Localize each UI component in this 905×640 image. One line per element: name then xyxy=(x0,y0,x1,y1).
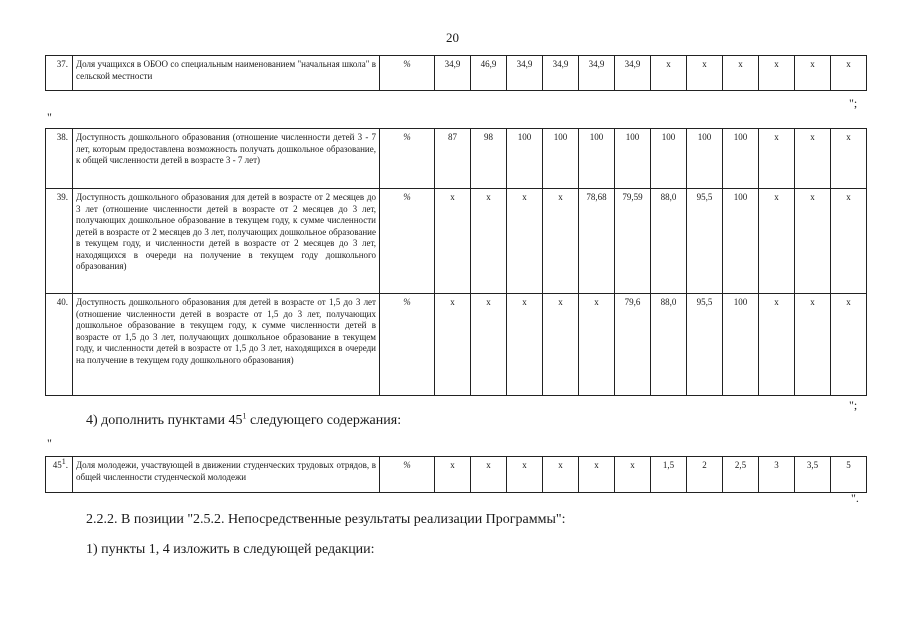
value-cell: 1,5 xyxy=(651,457,687,493)
table-row xyxy=(46,189,867,294)
value-cell: 79,59 xyxy=(615,189,651,294)
value-cell: 100 xyxy=(543,129,579,189)
value-cell: x xyxy=(723,56,759,91)
value-cell: x xyxy=(435,189,471,294)
indicator-table-38-40 xyxy=(45,128,867,396)
value-cell: 100 xyxy=(651,129,687,189)
indicator-table-45-1 xyxy=(45,456,867,493)
table-row xyxy=(46,56,867,91)
closing-quote: "; xyxy=(849,96,858,110)
value-cell: 34,9 xyxy=(543,56,579,91)
value-cell: 100 xyxy=(723,129,759,189)
unit-cell: % xyxy=(380,129,435,189)
opening-quote: " xyxy=(47,436,52,450)
indicator-table-37 xyxy=(45,55,867,91)
value-cell: 100 xyxy=(687,129,723,189)
value-cell: x xyxy=(831,56,867,91)
value-cell: 3,5 xyxy=(795,457,831,493)
value-cell: x xyxy=(435,294,471,396)
table-row xyxy=(46,129,867,189)
value-cell: x xyxy=(615,457,651,493)
unit-cell: % xyxy=(380,294,435,396)
value-cell: 98 xyxy=(471,129,507,189)
unit-cell: % xyxy=(380,457,435,493)
value-cell: 3 xyxy=(759,457,795,493)
table-row xyxy=(46,294,867,396)
value-cell: 100 xyxy=(615,129,651,189)
paragraph-add-item-45: 4) дополнить пунктами $45^1$ следующего содержания: xyxy=(86,411,402,428)
value-cell: 34,9 xyxy=(435,56,471,91)
value-cell: x xyxy=(759,56,795,91)
row-number: $45^1$. xyxy=(46,457,73,493)
value-cell: x xyxy=(435,457,471,493)
opening-quote: " xyxy=(47,110,52,124)
row-number: 37. xyxy=(46,56,73,91)
value-cell: 95,5 xyxy=(687,189,723,294)
row-number: 39. xyxy=(46,189,73,294)
row-number: 38. xyxy=(46,129,73,189)
value-cell: x xyxy=(795,294,831,396)
value-cell: x xyxy=(831,189,867,294)
value-cell: 78,68 xyxy=(579,189,615,294)
value-cell: 88,0 xyxy=(651,189,687,294)
indicator-name: Доля молодежи, участвующей в движении студенческих трудовых отрядов, в общей численности студенческой молодежи xyxy=(73,457,380,493)
row-number: 40. xyxy=(46,294,73,396)
value-cell: 79,6 xyxy=(615,294,651,396)
value-cell: x xyxy=(507,189,543,294)
value-cell: 100 xyxy=(723,294,759,396)
value-cell: 100 xyxy=(723,189,759,294)
value-cell: x xyxy=(687,56,723,91)
value-cell: x xyxy=(759,294,795,396)
table-row xyxy=(46,457,867,493)
value-cell: x xyxy=(507,457,543,493)
value-cell: 100 xyxy=(507,129,543,189)
value-cell: 34,9 xyxy=(579,56,615,91)
unit-cell: % xyxy=(380,189,435,294)
value-cell: 100 xyxy=(579,129,615,189)
page-number: 20 xyxy=(446,30,459,45)
closing-quote: ". xyxy=(851,491,859,505)
value-cell: 2 xyxy=(687,457,723,493)
value-cell: x xyxy=(795,129,831,189)
value-cell: 2,5 xyxy=(723,457,759,493)
value-cell: x xyxy=(795,189,831,294)
indicator-name: Доступность дошкольного образования (отношение численности детей 3 - 7 лет, которым предоставлена возможность получать дошкольное образование, к общей численности детей в возрасте 3 - 7 лет) xyxy=(73,129,380,189)
value-cell: 5 xyxy=(831,457,867,493)
closing-quote: "; xyxy=(849,398,858,412)
paragraph-2-2-2: 2.2.2. В позиции "2.5.2. Непосредственные результаты реализации Программы": xyxy=(86,512,566,527)
value-cell: 46,9 xyxy=(471,56,507,91)
value-cell: x xyxy=(579,294,615,396)
value-cell: x xyxy=(831,129,867,189)
value-cell: 34,9 xyxy=(507,56,543,91)
value-cell: x xyxy=(543,294,579,396)
value-cell: 88,0 xyxy=(651,294,687,396)
paragraph-items-1-4: 1) пункты 1, 4 изложить в следующей редакции: xyxy=(86,542,375,557)
value-cell: x xyxy=(471,457,507,493)
indicator-name: Доля учащихся в ОБОО со специальным наименованием "начальная школа" в сельской местности xyxy=(73,56,380,91)
value-cell: x xyxy=(471,189,507,294)
value-cell: x xyxy=(579,457,615,493)
value-cell: x xyxy=(543,189,579,294)
indicator-name: Доступность дошкольного образования для детей в возрасте от 1,5 до 3 лет (отношение численности детей в возрасте от 1,5 до 3 лет, получающих дошкольное образование в текущем году, к сумме численности детей в возрасте от 1,5 до 3 лет, получающих дошкольное образование в текущем году, и численности детей в возрасте от 1,5 до 3 лет, находящихся в очереди на получение в текущем году дошкольного образования) xyxy=(73,294,380,396)
unit-cell: % xyxy=(380,56,435,91)
value-cell: x xyxy=(471,294,507,396)
value-cell: x xyxy=(795,56,831,91)
value-cell: 87 xyxy=(435,129,471,189)
value-cell: x xyxy=(759,189,795,294)
value-cell: x xyxy=(759,129,795,189)
value-cell: x xyxy=(507,294,543,396)
value-cell: x xyxy=(831,294,867,396)
value-cell: 34,9 xyxy=(615,56,651,91)
value-cell: x xyxy=(543,457,579,493)
value-cell: 95,5 xyxy=(687,294,723,396)
indicator-name: Доступность дошкольного образования для детей в возрасте от 2 месяцев до 3 лет (отношение численности детей в возрасте от 2 месяцев до 3 лет, получающих дошкольное образование в текущем году, к сумме численности детей в возрасте от 2 месяцев до 3 лет, получающих дошкольное образование в текущем году, и численности детей в возрасте от 2 месяцев до 3 лет, находящихся в очереди на получение в текущем году дошкольного образования) xyxy=(73,189,380,294)
value-cell: x xyxy=(651,56,687,91)
